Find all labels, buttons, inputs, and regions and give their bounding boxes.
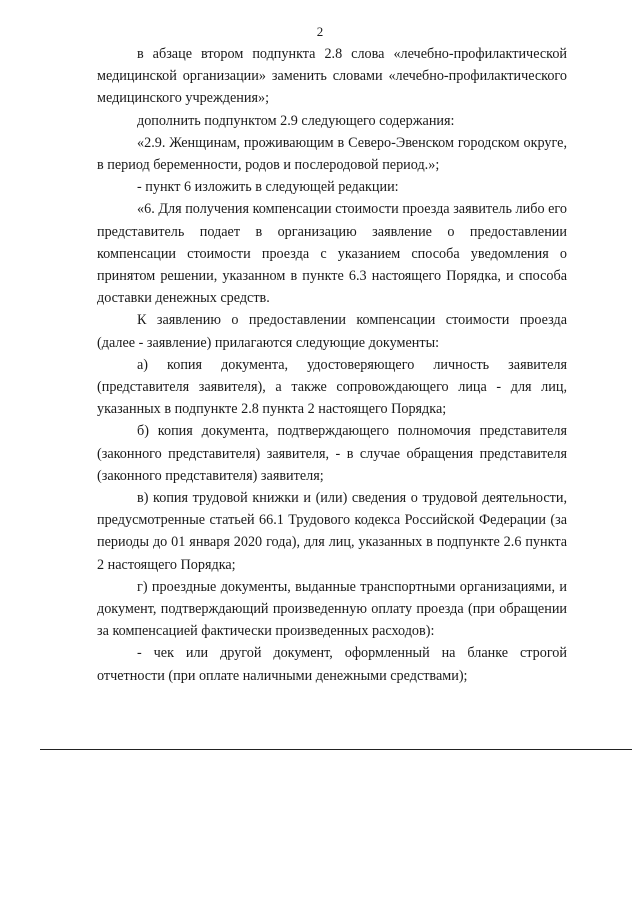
paragraph-item-v: в) копия трудовой книжки и (или) сведения о трудовой деятельности, предусмотренные статьей 66.1 Трудового кодекса Российской Федерации (за периоды до 01 января 2020 года), для лиц, указанных в подпункте 2.6 пункта 2 настоящего Порядка; xyxy=(97,490,567,573)
paragraph-point-6-text: «6. Для получения компенсации стоимости проезда заявитель либо его представитель подает в организацию заявление о предоставлении компенсации стоимости проезда с указанием способа уведомления о принятом решении, указанном в пункте 6.3 настоящего Порядка, и способа доставки денежных средств. xyxy=(97,201,567,307)
document-body xyxy=(97,43,567,687)
paragraph-receipt: - чек или другой документ, оформленный на бланке строгой отчетности (при оплате наличными денежными средствами); xyxy=(97,645,567,684)
paragraph-2-9-text: «2.9. Женщинам, проживающим в Северо-Эвенском городском округе, в период беременности, родов и послеродовой период.»; xyxy=(97,134,567,174)
paragraph-attachments-intro: К заявлению о предоставлении компенсации стоимости проезда (далее - заявление) прилагаются следующие документы: xyxy=(97,312,567,351)
paragraph-point-6-intro: - пункт 6 изложить в следующей редакции: xyxy=(137,179,399,196)
paragraph-item-b: б) копия документа, подтверждающего полномочия представителя (законного представителя) заявителя, - в случае обращения представителя (законного представителя) заявителя; xyxy=(97,423,567,484)
paragraph-item-g: г) проездные документы, выданные транспортными организациями, и документ, подтверждающий произведенную оплату проезда (при обращении за компенсацией фактически произведенных расходов): xyxy=(97,578,567,640)
footer-divider xyxy=(40,749,632,750)
paragraph-add-2-9: дополнить подпунктом 2.9 следующего содержания: xyxy=(137,112,455,129)
page-number: 2 xyxy=(316,24,324,39)
paragraph-amend-2-8: в абзаце втором подпункта 2.8 слова «лечебно-профилактической медицинской организации» заменить словами «лечебно-профилактического медицинского учреждения»; xyxy=(97,46,567,107)
paragraph-item-a: а) копия документа, удостоверяющего личность заявителя (представителя заявителя), а также сопровождающего лица - для лиц, указанных в подпункте 2.8 пункта 2 настоящего Порядка; xyxy=(97,356,567,418)
